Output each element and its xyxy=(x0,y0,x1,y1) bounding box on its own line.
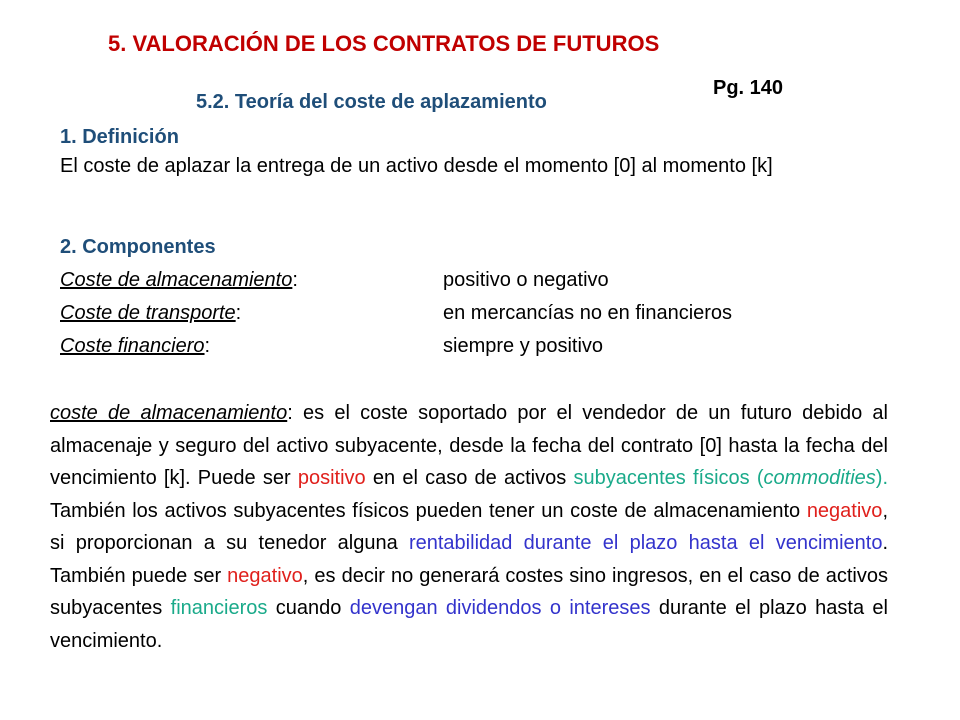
definition-text: El coste de aplazar la entrega de un activo desde el momento [0] al momento [k] xyxy=(60,155,773,177)
component-term: Coste de almacenamiento xyxy=(60,269,293,291)
highlight-negativo: negativo xyxy=(227,564,303,587)
component-row: Coste de transporte: en mercancías no en financieros xyxy=(60,297,890,330)
component-desc: positivo o negativo xyxy=(443,269,609,291)
highlight-financieros: financieros xyxy=(170,597,268,619)
definition-block xyxy=(60,123,890,181)
page-reference: Pg. 140 xyxy=(713,77,784,99)
highlight-negativo: negativo xyxy=(806,499,883,522)
highlight-fisicos: subyacentes físicos (commodities). xyxy=(573,467,889,489)
component-row: Coste de almacenamiento: positivo o negativo xyxy=(60,264,890,297)
highlight-positivo: positivo xyxy=(297,467,366,489)
highlight-rentabilidad: rentabilidad durante el plazo hasta el vencimiento xyxy=(408,532,883,554)
main-title: 5. VALORACIÓN DE LOS CONTRATOS DE FUTUROS xyxy=(108,31,660,56)
component-term: Coste financiero xyxy=(60,335,205,357)
highlight-devengan: devengan dividendos o intereses xyxy=(349,597,651,619)
section-subtitle: 5.2. Teoría del coste de aplazamiento xyxy=(196,91,547,113)
components-block xyxy=(60,231,890,363)
definition-heading: 1. Definición xyxy=(60,126,179,148)
explanation-paragraph: coste de almacenamiento: es el coste soportado por el vendedor de un futuro debido al almacenaje y seguro del activo subyacente, desde la fecha del contrato [0] hasta la fecha del vencimiento [k]. Puede ser positivo en el caso de activos subyacentes físicos (commodities). También los activos subyacentes físicos pueden tener un coste de almacenamiento negativo, si proporcionan a su tenedor alguna rentabilidad durante el plazo hasta el vencimiento. También puede ser negativo, es decir no generará costes sino ingresos, en el caso de activos subyacentes financieros cuando devengan dividendos o intereses durante el plazo hasta el vencimiento. xyxy=(50,402,889,652)
component-row: Coste financiero: siempre y positivo xyxy=(60,330,890,363)
component-term: Coste de transporte xyxy=(60,302,236,324)
explanation-term: coste de almacenamiento xyxy=(50,402,288,424)
component-desc: en mercancías no en financieros xyxy=(443,302,733,324)
components-heading: 2. Componentes xyxy=(60,236,216,258)
component-desc: siempre y positivo xyxy=(443,335,604,357)
